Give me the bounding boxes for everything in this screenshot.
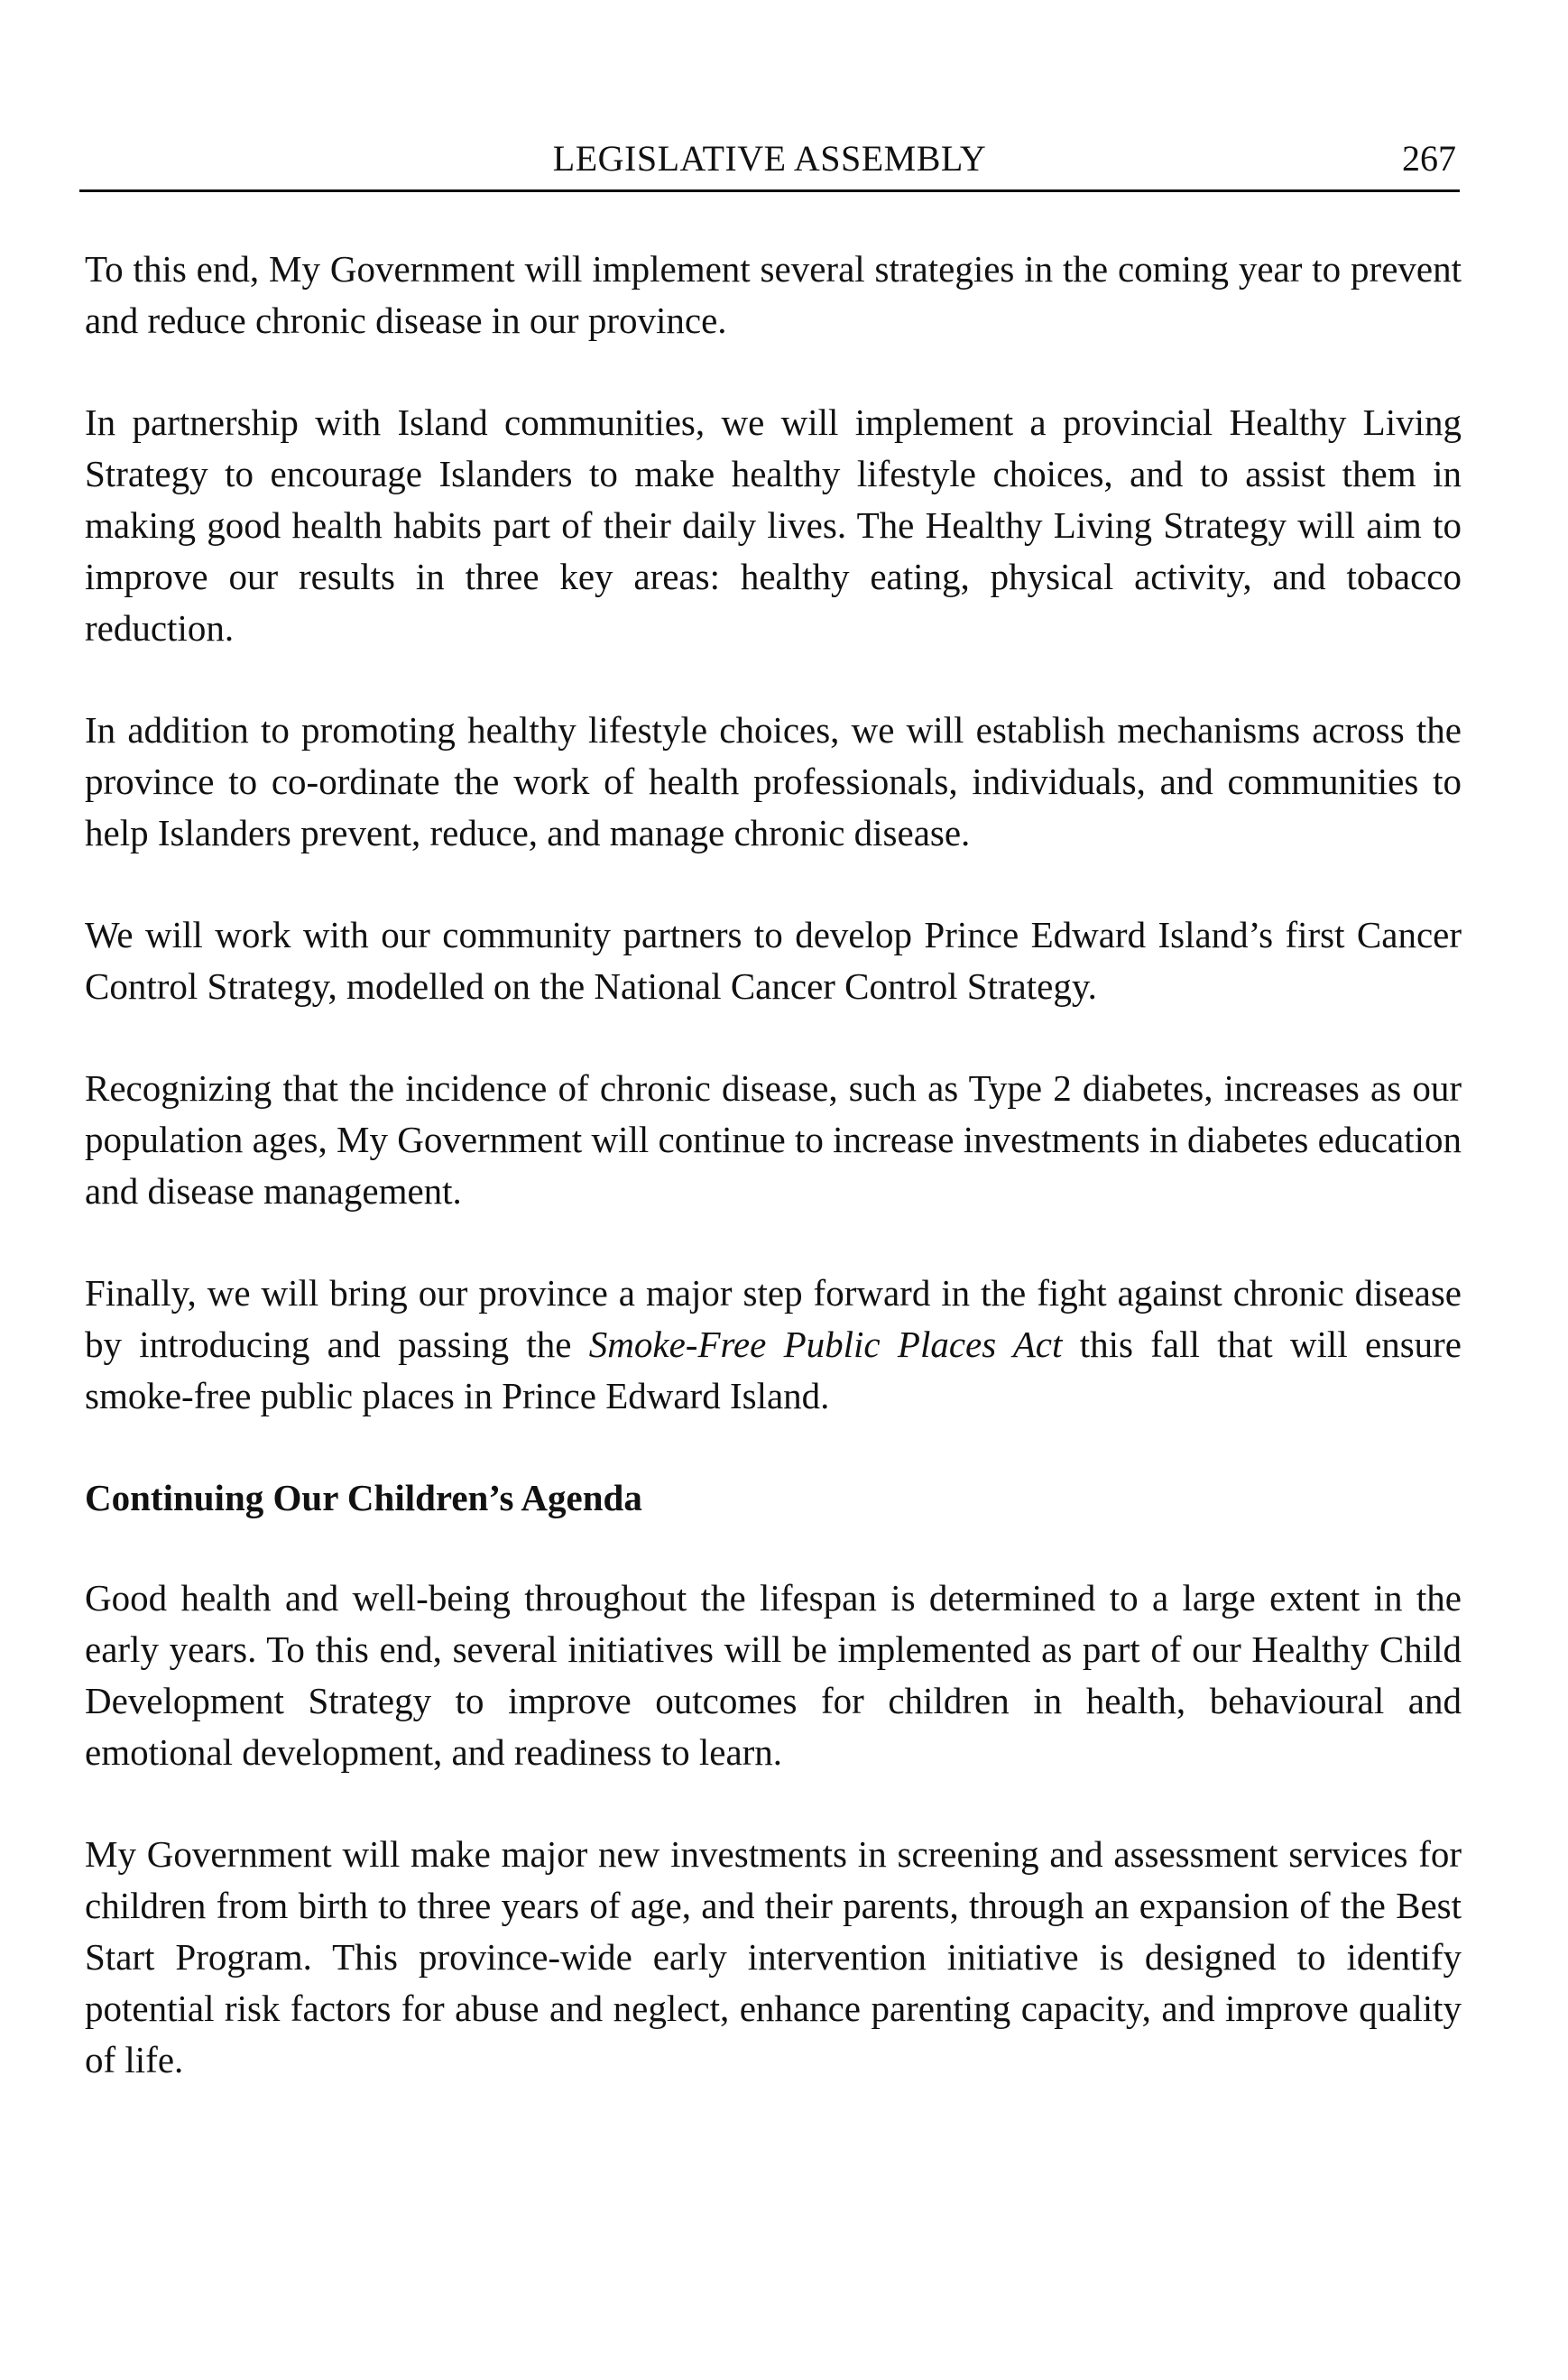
paragraph-6-text-end: this fall that will ensure smoke-free public places in Prince Edward Island. (85, 1324, 1462, 1416)
paragraph-2: In partnership with Island communities, we will implement a provincial Healthy Living Strategy to encourage Islanders to make healthy lifestyle choices, and to assist them in making good health habits part of their daily lives. The Healthy Living Strategy will aim to improve our results in three key areas: healthy eating, physical activity, and tobacco reduction. (85, 401, 1462, 649)
act-title: Smoke-Free Public Places Act (588, 1324, 1063, 1365)
paragraph-4: We will work with our community partners to develop Prince Edward Island’s first Cancer Control Strategy, modelled on the National Cancer Control Strategy. (85, 914, 1462, 1007)
header-title: LEGISLATIVE ASSEMBLY (552, 138, 987, 179)
paragraph-1: To this end, My Government will implement several strategies in the coming year to prevent and reduce chronic disease in our province. (85, 248, 1462, 341)
paragraph-3: In addition to promoting healthy lifestyle choices, we will establish mechanisms across the province to co-ordinate the work of health professionals, individuals, and communities to help Islanders prevent, reduce, and manage chronic disease. (85, 709, 1462, 853)
section-heading: Continuing Our Children’s Agenda (85, 1477, 642, 1518)
running-header (79, 135, 1460, 192)
paragraph-6 (85, 1268, 1462, 1422)
paragraph-7: Good health and well-being throughout the lifespan is determined to a large extent in the early years. To this end, several initiatives will be implemented as part of our Healthy Child Development Strategy to improve outcomes for children in health, behavioural and emotional development, and readiness to learn. (85, 1577, 1462, 1773)
paragraph-6-text-start: Finally, we will bring our province a major step forward in the fight against chronic disease by introducing and passing the (85, 1272, 1462, 1365)
document-body (85, 244, 1462, 2136)
paragraph-5: Recognizing that the incidence of chronic disease, such as Type 2 diabetes, increases as our population ages, My Government will continue to increase investments in diabetes education and disease management. (85, 1067, 1462, 1212)
paragraph-8: My Government will make major new investments in screening and assessment services for children from birth to three years of age, and their parents, through an expansion of the Best Start Program. This province-wide early intervention initiative is designed to identify potential risk factors for abuse and neglect, enhance parenting capacity, and improve quality of life. (85, 1833, 1462, 2080)
page-number: 267 (1402, 138, 1456, 179)
